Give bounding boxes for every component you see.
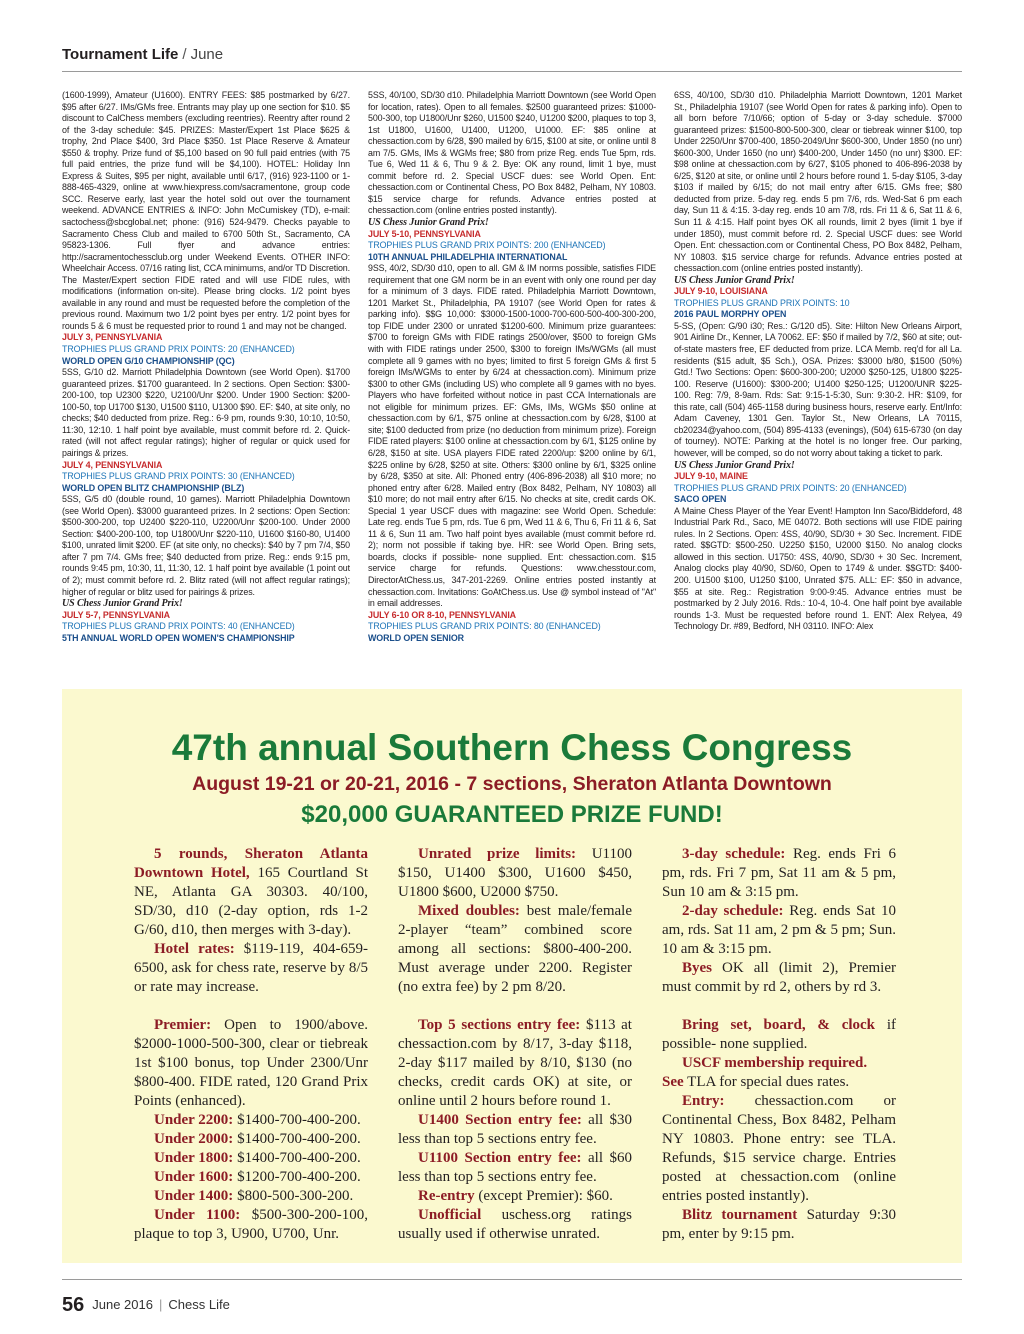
ad-paragraph-body: $1400-700-400-200. (233, 1150, 361, 1166)
grand-prix-points: TROPHIES PLUS GRAND PRIX POINTS: 40 (ENHANCED) (62, 621, 295, 632)
ad-paragraph-body: $1200-700-400-200. (233, 1169, 361, 1185)
grand-prix-points: TROPHIES PLUS GRAND PRIX POINTS: 20 (ENHANCED) (62, 344, 295, 355)
ad-paragraph (662, 1016, 896, 1054)
ad-paragraph (398, 1206, 632, 1244)
page-number: 56 (62, 1294, 85, 1316)
ad-paragraph-body: 165 Courtland St NE, Atlanta GA 30303. 40/100, SD/30, d10 (2-day option, rds 1-2 G/60, d10, then merges with 3-day). (134, 865, 368, 938)
listing-text: 9SS, 40/2, SD/30 d10, open to all. GM & IM norms possible, satisfies FIDE requirement that one GM norm be in an event with only one round per day for a minimum of 3 days. FIDE rated. Philadelphia Marriott Downtown, 1201 Market St., Philadelphia, PA 19107 (see World Open for rates & parking info). $$G 10,000: $3000-1500-1000-700-600-500-400-300-200, top FIDE under 2300 or unrated $1200-600. Minimum prize guarantees: $700 to foreign GMs with FIDE ratings 2500/over, $500 to foreign GMs with with FIDE ratings under 2500, $300 to foreign IMs/WGMs (all must complete all 9 games with no byes; limited to first 5 foreign GMs & first 5 foreign IMs/WGMs to enter by 6/24 at chessaction.com). Minimum prize $300 to other GMs (including US) who complete all 9 games with no byes. Players who have forfeited without notice in past CCA Internationals are not eligible for minimum prizes. EF: GMs, IMs, WGMs $50 online at chessaction.com by 6/1, $75 online at chessaction.com by 6/28, $100 at site; $100 deducted from prize (no deduction from minimum prize). Foreign FIDE rated players: $100 online at chessaction.com by 6/1, $125 online by 6/28, $150 at site. USA players FIDE rated 2200/up: $200 online by 6/1, $225 online by 6/28, $250 at site. Others: $300 online by 6/1, $325 online by 6/28, $350 at site. All: Phoned entry (406-896-2038) all $10 more; no phoned entry after 6/28. Mailed entry (Box 8482, Pelham, NY 10803) all $10 more; do not mail entry after 6/15. No checks at site, credit cards OK. Special 1 year USCF dues with magazine: see World Open. Schedule: Late reg. ends Tue 5 pm, rds. Tue 6 pm, Wed 11 & 6, Thu 6, Fri 11 & 6, Sat 11 & 6, Sun 11 am. Two half point byes available (must commit before rd. 2); norm not possible if taking bye. HR: see World Open. Bring sets, boards, clocks if possible- none supplied. Ent: chessaction.com. $15 service charge for refunds. Questions: www.chesstour.com, DirectorAtChess.us, 347-201-2269. Online entries posted instantly at chessaction.com. Invitations: GoAtChess.us. Use @ symbol instead of "At" in email addresses. (368, 263, 656, 609)
ad-paragraph (662, 1073, 896, 1092)
listing-column-1 (62, 90, 350, 644)
ad-paragraph-body: Reg. ends Sat 10 am, rds. Sat 11 am, 2 pm & 5 pm; Sun. 10 am & 3:15 pm. (662, 903, 897, 957)
ad-paragraph-lead: U1400 Section entry fee: (418, 1112, 582, 1128)
ad-column-1 (134, 845, 368, 1244)
ad-paragraph (662, 959, 896, 997)
page-footer (62, 1294, 230, 1317)
event-name: SACO OPEN (674, 494, 727, 505)
ad-column-2 (398, 845, 632, 1244)
event-date: JULY 5-10, PENNSYLVANIA (368, 228, 481, 239)
header-separator: / (182, 46, 187, 63)
ad-paragraph-lead: 3-day schedule: (682, 846, 786, 862)
running-header (62, 46, 962, 72)
ad-title: 47th annual Southern Chess Congress (171, 727, 853, 768)
ad-paragraph (662, 1054, 896, 1073)
ad-paragraph-lead: Under 2000: (154, 1131, 234, 1147)
footer-separator: | (158, 1297, 163, 1312)
southern-chess-congress-ad (62, 689, 962, 1263)
ad-paragraph (134, 1130, 368, 1149)
ad-paragraph-lead: Top 5 sections entry fee: (418, 1017, 581, 1033)
ad-paragraph-lead: Bring set, board, & clock (682, 1017, 876, 1033)
ad-paragraph (134, 1206, 368, 1244)
ad-paragraph (398, 1187, 632, 1206)
ad-paragraph-lead: Under 1800: (154, 1150, 234, 1166)
ad-paragraph-body: U1100 $150, U1400 $300, U1600 $450, U1800 $600, U2000 $750. (398, 846, 632, 900)
listing-text: A Maine Chess Player of the Year Event! Hampton Inn Saco/Biddeford, 48 Industrial Park Rd., Saco, ME 04072. Both sections will use FIDE pairing rules. In 2 Sections. Open: 4SS, 40/90, SD/30 + 30 Sec. Increment. FIDE rated. $$GTD: $500-250. U2250 $150, U2000 $150. No analog clocks allowed in this section. U1750: 4SS, 40/90, SD/30 + 30 Sec. Increment, Analog clocks play 40/90, SD/60, Open to 1749 & under. $$GTD: $400-200. U1500 $100, U1250 $100, Unrated $75. ALL: EF: $50 in advance, $55 at site. Reg.: Registration 9:00-9:45. Advance entries must be postmarked by 2 July 2016. Rds.: 10-4, 10-4. One half point bye available rounds 1-3. Must be requested before round 1. ENT: Alex Relyea, 49 Technology Dr. #89, Bedford, NH 03110. INFO: Alex (674, 505, 962, 632)
ad-paragraph-body: all $60 less than top 5 sections entry fee. (398, 1150, 632, 1185)
ad-paragraph-body: $1400-700-400-200. (233, 1112, 361, 1128)
ad-paragraph-body: Reg. ends Fri 6 pm, rds. Fri 7 pm, Sat 11 am & 5 pm, Sun 10 am & 3:15 pm. (662, 846, 896, 900)
header-rule (62, 71, 962, 72)
event-name: WORLD OPEN BLITZ CHAMPIONSHIP (BLZ) (62, 482, 245, 493)
ad-paragraph (134, 845, 368, 940)
ad-paragraph-lead: Blitz tournament (682, 1207, 798, 1223)
event-date: JULY 3, PENNSYLVANIA (62, 332, 163, 343)
ad-paragraph-body: $500-300-200-100, plaque to top 3, U900, U700, Unr. (134, 1207, 368, 1242)
junior-grand-prix-tag: US Chess Junior Grand Prix! (674, 459, 795, 471)
event-date: JULY 4, PENNSYLVANIA (62, 459, 163, 470)
listing-text: 5SS, G/5 d0 (double round, 10 games). Marriott Philadelphia Downtown (see World Open). $3000 guaranteed prizes. In 2 sections: Open Section: $500-300-200, top U2400 $220-110, U2200/Unr $200-100. Under 2000 Section: $400-200-100, top U1800/Unr $220-110, U1600 $160-80, U1400 $100, unrated limit $200. EF (at site only, no checks): $40 by 7 pm 7/4, $50 after 7 pm 7/4. GMs free; $40 deducted from prize. Reg.: ends 9:15 pm, rounds 9:45 pm, 10:30, 11, 11:30, 12. 1 half point bye available (1 point out of 2); must commit before rd. 2. Blitz rated (will not affect regular ratings); higher of regular or blitz used for pairings & prizes. (62, 494, 350, 597)
listing-column-2 (368, 90, 656, 644)
event-date: JULY 5-7, PENNSYLVANIA (62, 609, 170, 620)
ad-paragraph (134, 1111, 368, 1130)
ad-paragraph-lead: 2-day schedule: (682, 903, 784, 919)
ad-paragraph (662, 1206, 896, 1244)
ad-paragraph-lead: Hotel rates: (154, 941, 235, 957)
ad-paragraph-lead: Re-entry (418, 1188, 475, 1204)
ad-paragraph-body: Saturday 9:30 pm, enter by 9:15 pm. (662, 1207, 896, 1242)
ad-paragraph-lead: Byes (682, 960, 712, 976)
ad-paragraph-body: chessaction.com or Continental Chess, Box 8482, Pelham NY 10803. Phone entry: see TLA. Refunds, $15 service charge. Entries posted at chessaction.com (online entries posted instantly). (662, 1093, 896, 1204)
listing-text: (1600-1999), Amateur (U1600). ENTRY FEES: $85 postmarked by 6/27. $95 after 6/27. IMs/GMs free. Entrants may play up one section for $10. $5 discount to CalChess members (excluding reentries). Reentry after round 2 of the 3-day schedule: $45. PRIZES: Master/Expert 1st Place $625 & trophy, 2nd Place $400, 3rd Place $350. 1st Place Reserve & Amateur $550 & trophy. Prize fund of $5,100 based on 90 full paid entries (with 75 full paid entries, the prize fund will be $4,100). HOTEL: Holiday Inn Express & Suites, $95 per night, available until 6/17, (916) 923-1100 or 1-888-465-4329, online at www.hiexpress.com/sacramentone, group code SCC. Reserve early, last year the hotel sold out over the tournament weekend. ADVANCE ENTRIES & INFO: John McCumiskey (TD), e-mail: sactochess@sbcglobal.net; phone: (916) 524-9479. Checks payable to Sacramento Chess Club and mailed to 6700 50th St., Sacramento, CA 95823-1306. Full flyer and advance entries: http://sacramentochessclub.org under Weekend Events. OTHER INFO: Wheelchair Access. 07/16 rating list, CCA minimums, and/or TD Discretion. The Master/Expert section FIDE rated and will use FIDE rules, with modifications (information on-site). Please bring clocks. 1/2 point byes available in any round and must be requested before the completion of the previous round. Maximum two 1/2 point byes per entry. 1/2 point byes for rounds 5 & 6 must be requested prior to round 1 and may not be changed. (62, 90, 350, 331)
ad-paragraph-body: TLA for special dues rates. (683, 1074, 850, 1090)
listing-text: 6SS, 40/100, SD/30 d10. Philadelphia Marriott Downtown, 1201 Market St., Philadelphia 19107 (see World Open for rates & parking info). Open to all born before 7/10/66; option of 5-day or 3-day schedule. $7000 guaranteed prizes: $1500-800-500-300, clear or tiebreak winner $100, top Under 2250/Unr $700-400, 1850-2049/Unr $600-300, Under 1850 (no unr) $600-300, Under 1650 (no unr) $400-200, Under 1450 (no unr) $300. EF: $98 online at chessaction.com by 6/27, $105 phoned to 406-896-2038 by 6/25, $120 at site, or online until 2 hours before round 1. 5-day $105, 3-day $103 if mailed by 6/15; do not mail entry after 6/15. GMs free; $80 deducted from prize. 5-day reg. ends 5 pm 7/6, rds. Wed-Sat 6 pm each day, Sun 11 & 4:15. 3-day reg. ends 10 am 7/8, rds. Fri 11 & 6, Sat 11 & 6, Sun 11 & 4:15. Half point byes OK all rounds, limit 2 byes (limit 1 bye if under 1850), must commit before rd. 2. Special USCF dues: see World Open. Ent: chessaction.com or Continental Chess, PO Box 8482, Pelham, NY 10803. $15 service charge for refunds. Advance entries posted at chessaction.com (online entries posted instantly). (674, 90, 962, 274)
tla-listings (62, 90, 962, 644)
ad-paragraph-lead: Premier: (154, 1017, 212, 1033)
listing-text: 5SS, G/10 d2. Marriott Philadelphia Downtown (see World Open). $1700 guaranteed prizes. $1700 guaranteed. In 2 sections. Open Section: $300-200-100, top U2300 $220, U2100/Unr $200. Under 1900 Section: $200-100-50, top U1700 $130, U1500 $110, U1300 $90. EF: $40, at site only, no checks; $40 deducted from prize. Reg.: 6-9 pm, rounds 9:30, 10:10, 10:50, 11:30, 12:10. 1 half point bye available, must commit before rd. 2. Quick-rated (will not affect regular ratings); higher of regular or quick used for pairings & prizes. (62, 367, 350, 458)
ad-column-3 (662, 845, 896, 1244)
ad-paragraph (134, 1016, 368, 1111)
ad-paragraph-body: (except Premier): $60. (474, 1188, 613, 1204)
ad-prize-fund: $20,000 GUARANTEED PRIZE FUND! (301, 801, 723, 828)
ad-paragraph (134, 1168, 368, 1187)
ad-paragraph (398, 1016, 632, 1111)
event-name: WORLD OPEN G/10 CHAMPIONSHIP (QC) (62, 355, 235, 366)
ad-paragraph (398, 902, 632, 997)
event-date: JULY 6-10 OR 8-10, PENNSYLVANIA (368, 609, 516, 620)
ad-paragraph-lead: U1100 Section entry fee: (418, 1150, 582, 1166)
grand-prix-points: TROPHIES PLUS GRAND PRIX POINTS: 20 (ENHANCED) (674, 482, 907, 493)
ad-paragraph (398, 1149, 632, 1187)
ad-paragraph-lead: Under 2200: (154, 1112, 234, 1128)
listing-text: 5SS, 40/100, SD/30 d10. Philadelphia Marriott Downtown (see World Open for location, rates). Open to all females. $2500 guaranteed prizes: $1000-500-300, top U1800/Unr $260, U1500 $240, U1200 $200, plaques to top 3, 1st U1800, U1600, U1400, U1200, U1000. EF: $85 online at chessaction.com by 6/28, $90 mailed by 6/15, $100 at site, or online until 8 am 7/5. GMs, IMs & WGMs free; $80 from prize Reg. ends Tue 5pm, rds. Tue 6, Wed 11 & 6, Thu 9 & 2. Bye: OK any round, limit 1 bye, must commit before rd. 2. Special USCF dues: see World Open. Ent: chessaction.com or Continental Chess, PO Box 8482, Pelham, NY 10803. $15 service charge for refunds. Advance entries posted at chessaction.com (online entries posted instantly). (368, 90, 656, 216)
ad-subtitle: August 19-21 or 20-21, 2016 - 7 sections, Sheraton Atlanta Downtown (192, 773, 832, 795)
ad-paragraph-body: uschess.org ratings usually used if otherwise unrated. (398, 1207, 632, 1242)
junior-grand-prix-tag: US Chess Junior Grand Prix! (62, 598, 183, 610)
listing-column-3 (674, 90, 962, 644)
paragraph-gap (134, 997, 368, 1016)
ad-paragraph-lead: See (662, 1074, 684, 1090)
ad-paragraph-body: $119-119, 404-659-6500, ask for chess rate, reserve by 8/5 or rate may increase. (134, 941, 368, 995)
ad-paragraph-body: Open to 1900/above. $2000-1000-500-300, clear or tiebreak 1st $100 bonus, top Under 2300/Unr $800-400. FIDE rated, 120 Grand Prix Points (enhanced). (134, 1017, 368, 1109)
ad-paragraph-lead: Under 1100: (154, 1207, 241, 1223)
ad-paragraph-lead: USCF membership required. (682, 1055, 868, 1071)
ad-paragraph-body: $800-500-300-200. (233, 1188, 354, 1204)
ad-paragraph-body: best male/female 2-player “team” combined score among all sections: $800-400-200. Must average under 2200. Register (no extra fee) by 2 pm 8/20. (398, 903, 632, 995)
listing-text: 5-SS, (Open: G/90 i30; Res.: G/120 d5). Site: Hilton New Orleans Airport, 901 Airline Dr., Kenner, LA 70062. EF: $50 if mailed by 7/2, $60 at site; out-of-state masters free, EF deducted from prize. LCA Memb. req'd for all La. residents ($15 adult, $5 Sch.), OSA. Prizes: $3000 b/80, $1500 (50%) Gtd.! Two Sections: Open: $600-300-200; U2000 $250-125, U1800 $225-100. Reserve (U1600): $300-200; U1400 $250-125; U1200/UNR $225-100. Reg: 7/9, 8-9am. Rds: Sat: 9:15-1-5:30, Sun: 9:30-2. HR: $109, for this rate, call (504) 465-1158 during business hours, reserve early. Ent/Info: Adam Caveney, 1301 Gen. Taylor St., New Orleans, LA 70115, cb20234@yahoo.com, (504) 895-4133 (evenings), (504) 615-6730 (on day of tourney). NOTE: Parking at the hotel is no longer free. Our parking, however, will be comped, so do not worry about taking a ticket to park. (674, 320, 962, 458)
ad-paragraph-lead: Mixed doubles: (418, 903, 520, 919)
ad-paragraph-lead: 5 rounds, Sheraton Atlanta Downtown Hotel, (134, 846, 368, 881)
ad-paragraph (662, 1092, 896, 1206)
ad-paragraph-body: $113 at chessaction.com by 8/17, 3-day $118, 2-day $117 mailed by 8/10, $130 (no checks, credit cards OK) at site, or online until 2 hours before round 1. (398, 1017, 632, 1109)
ad-paragraph (662, 902, 896, 959)
junior-grand-prix-tag: US Chess Junior Grand Prix! (368, 217, 489, 229)
grand-prix-points: TROPHIES PLUS GRAND PRIX POINTS: 10 (674, 297, 850, 308)
junior-grand-prix-tag: US Chess Junior Grand Prix! (674, 274, 795, 286)
event-date: JULY 9-10, MAINE (674, 471, 748, 482)
ad-paragraph-body: all $30 less than top 5 sections entry fee. (398, 1112, 632, 1147)
ad-paragraph-body: OK all (limit 2), Premier must commit by rd 2, others by rd 3. (662, 960, 896, 995)
event-name: 10TH ANNUAL PHILADELPHIA INTERNATIONAL (368, 251, 568, 262)
ad-paragraph (134, 1187, 368, 1206)
event-name: 5TH ANNUAL WORLD OPEN WOMEN'S CHAMPIONSHIP (62, 632, 295, 643)
ad-columns (134, 845, 896, 1244)
ad-paragraph-body: $1400-700-400-200. (233, 1131, 361, 1147)
grand-prix-points: TROPHIES PLUS GRAND PRIX POINTS: 80 (ENHANCED) (368, 621, 601, 632)
issue-date: June 2016 (92, 1297, 153, 1312)
header-month: June (190, 46, 224, 63)
ad-paragraph-lead: Unrated prize limits: (418, 846, 577, 862)
ad-paragraph-lead: Under 1600: (154, 1169, 234, 1185)
magazine-name: Chess Life (168, 1297, 230, 1312)
ad-paragraph (134, 940, 368, 997)
grand-prix-points: TROPHIES PLUS GRAND PRIX POINTS: 200 (ENHANCED) (368, 240, 606, 251)
event-name: WORLD OPEN SENIOR (368, 632, 464, 643)
paragraph-gap (662, 997, 896, 1016)
ad-paragraph (398, 845, 632, 902)
event-name: 2016 PAUL MORPHY OPEN (674, 309, 787, 320)
ad-paragraph-lead: Unofficial (418, 1207, 482, 1223)
ad-paragraph-lead: Under 1400: (154, 1188, 234, 1204)
footer-rule (62, 1279, 962, 1280)
event-date: JULY 9-10, LOUISIANA (674, 286, 768, 297)
paragraph-gap (398, 997, 632, 1016)
ad-paragraph (398, 1111, 632, 1149)
ad-paragraph (662, 845, 896, 902)
section-title: Tournament Life (62, 46, 179, 63)
ad-paragraph-body: if possible- none supplied. (662, 1017, 896, 1052)
ad-paragraph (134, 1149, 368, 1168)
ad-paragraph-lead: Entry: (682, 1093, 725, 1109)
grand-prix-points: TROPHIES PLUS GRAND PRIX POINTS: 30 (ENHANCED) (62, 471, 295, 482)
